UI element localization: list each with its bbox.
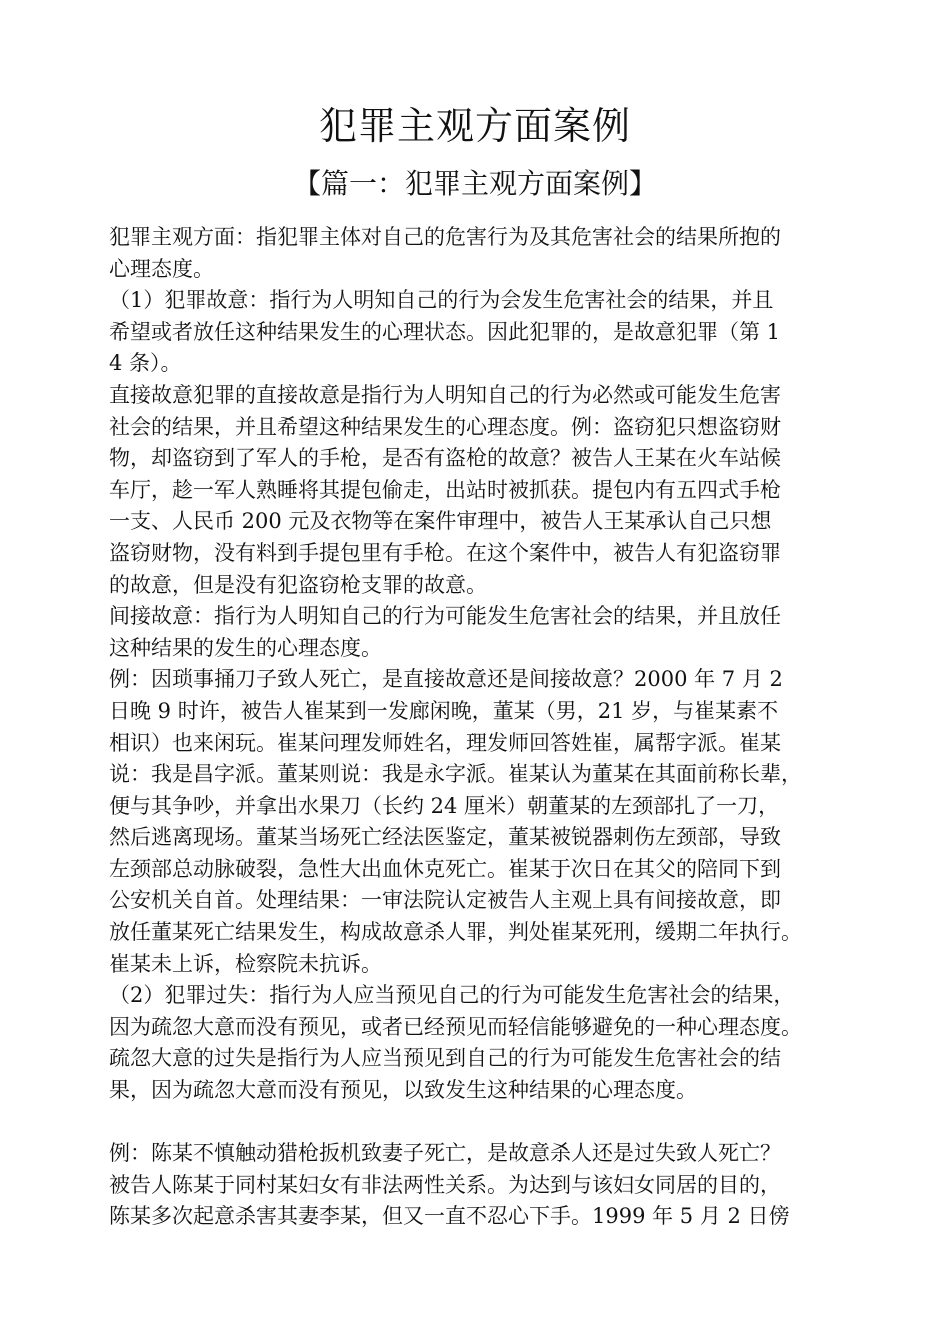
text-line: 直接故意犯罪的直接故意是指行为人明知自己的行为必然或可能发生危害 bbox=[109, 382, 781, 407]
text-line: 陈某多次起意杀害其妻李某，但又一直不忍心下手。1999 年 5 月 2 日傍 bbox=[109, 1204, 790, 1229]
text-line: 心理态度。 bbox=[109, 256, 214, 281]
text-line: 盗窃财物，没有料到手提包里有手枪。在这个案件中，被告人有犯盗窃罪 bbox=[109, 540, 781, 565]
document-subtitle: 【篇一：犯罪主观方面案例】 bbox=[292, 167, 657, 200]
text-line: 被告人陈某于同村某妇女有非法两性关系。为达到与该妇女同居的目的， bbox=[109, 1172, 781, 1197]
paragraph-gap bbox=[109, 1107, 879, 1139]
text-line: （1）犯罪故意：指行为人明知自己的行为会发生危害社会的结果，并且 bbox=[109, 288, 774, 313]
text-line: 间接故意：指行为人明知自己的行为可能发生危害社会的结果，并且放任 bbox=[109, 604, 781, 629]
text-line: 物，却盗窃到了军人的手枪，是否有盗枪的故意？被告人王某在火车站候 bbox=[109, 446, 781, 471]
text-line: 相识）也来闲玩。崔某问理发师姓名，理发师回答姓崔，属帮字派。崔某 bbox=[109, 730, 781, 755]
text-line: 左颈部总动脉破裂，急性大出血休克死亡。崔某于次日在其父的陪同下到 bbox=[109, 856, 781, 881]
text-line: 说：我是昌字派。董某则说：我是永字派。崔某认为董某在其面前称长辈， bbox=[109, 762, 802, 787]
text-line: 车厅，趁一军人熟睡将其提包偷走，出站时被抓获。提包内有五四式手枪 bbox=[109, 477, 781, 502]
text-line: 日晚 9 时许，被告人崔某到一发廊闲晚，董某（男，21 岁，与崔某素不 bbox=[109, 698, 779, 723]
text-line: 然后逃离现场。董某当场死亡经法医鉴定，董某被锐器刺伤左颈部，导致 bbox=[109, 825, 781, 850]
text-line: 果，因为疏忽大意而没有预见，以致发生这种结果的心理态度。 bbox=[109, 1078, 697, 1103]
text-line: 放任董某死亡结果发生，构成故意杀人罪，判处崔某死刑，缓期二年执行。 bbox=[109, 920, 802, 945]
text-line: 崔某未上诉，检察院未抗诉。 bbox=[109, 951, 382, 976]
text-line: 疏忽大意的过失是指行为人应当预见到自己的行为可能发生危害社会的结 bbox=[109, 1046, 781, 1071]
document-body bbox=[109, 222, 879, 1233]
text-line: 4 条）。 bbox=[109, 351, 182, 376]
text-line: （2）犯罪过失：指行为人应当预见自己的行为可能发生危害社会的结果， bbox=[109, 983, 795, 1008]
text-line: 一支、人民币 200 元及衣物等在案件审理中，被告人王某承认自己只想 bbox=[109, 509, 772, 534]
text-line: 公安机关自首。处理结果：一审法院认定被告人主观上具有间接故意，即 bbox=[109, 888, 781, 913]
text-line: 例：陈某不慎触动猎枪扳机致妻子死亡，是故意杀人还是过失致人死亡？ bbox=[109, 1141, 781, 1166]
text-line: 犯罪主观方面：指犯罪主体对自己的危害行为及其危害社会的结果所抱的 bbox=[109, 225, 781, 249]
text-line: 便与其争吵，并拿出水果刀（长约 24 厘米）朝董某的左颈部扎了一刀， bbox=[109, 793, 780, 818]
document-title: 犯罪主观方面案例 bbox=[318, 104, 631, 148]
text-line: 社会的结果，并且希望这种结果发生的心理态度。例：盗窃犯只想盗窃财 bbox=[109, 414, 781, 439]
text-line: 的故意，但是没有犯盗窃枪支罪的故意。 bbox=[109, 572, 487, 597]
text-line: 这种结果的发生的心理态度。 bbox=[109, 635, 382, 660]
text-line: 例：因琐事捅刀子致人死亡，是直接故意还是间接故意？2000 年 7 月 2 bbox=[109, 667, 783, 692]
text-line: 因为疏忽大意而没有预见，或者已经预见而轻信能够避免的一种心理态度。 bbox=[109, 1014, 802, 1039]
text-line: 希望或者放任这种结果发生的心理状态。因此犯罪的，是故意犯罪（第 1 bbox=[109, 319, 781, 344]
